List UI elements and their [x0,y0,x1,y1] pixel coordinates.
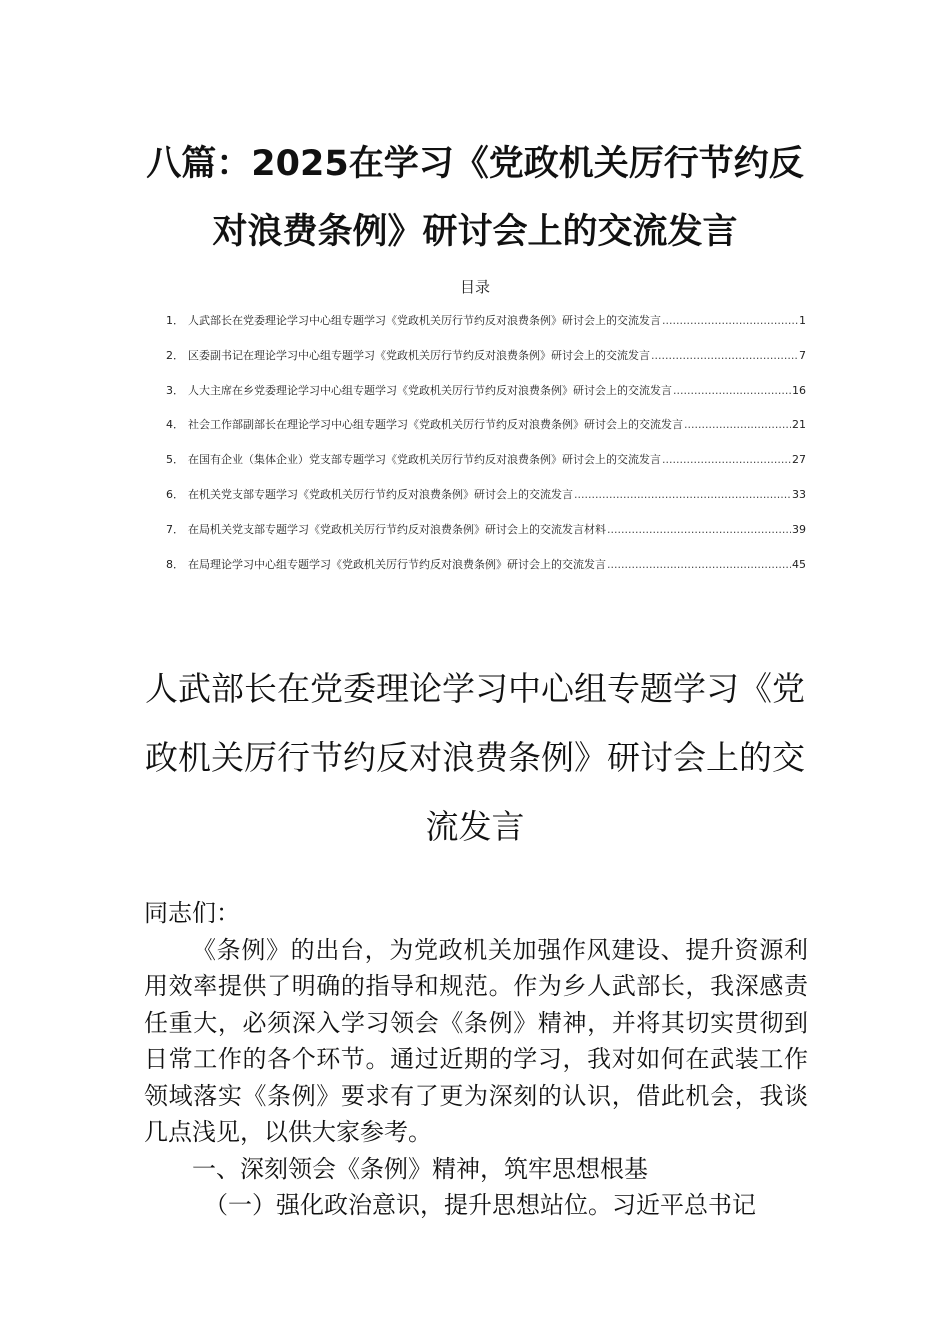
table-of-contents [166,312,806,590]
toc-item-number: 5． [166,453,184,467]
toc-item[interactable] [166,451,806,486]
document-title: 八篇：2025在学习《党政机关厉行节约反对浪费条例》研讨会上的交流发言 [146,144,804,252]
toc-item-text: 在局机关党支部专题学习《党政机关厉行节约反对浪费条例》研讨会上的交流发言材料 [188,522,606,536]
toc-item-text: 在机关党支部专题学习《党政机关厉行节约反对浪费条例》研讨会上的交流发言 [188,487,573,501]
toc-item[interactable] [166,312,806,347]
toc-leader-dots [651,349,798,362]
toc-item-number: 2． [166,348,184,362]
section-body [144,895,808,1224]
body-paragraph: 《条例》的出台，为党政机关加强作风建设、提升资源利用效率提供了明确的指导和规范。作为乡人武部长，我深感责任重大，必须深入学习领会《条例》精神，并将其切实贯彻到日常工作的各个环节。通过近期的学习，我对如何在武装工作领域落实《条例》要求有了更为深刻的认识，借此机会，我谈几点浅见，以供大家参考。 [144,935,808,1146]
salutation: 同志们： [144,899,240,927]
toc-item-text: 人大主席在乡党委理论学习中心组专题学习《党政机关厉行节约反对浪费条例》研讨会上的交流发言 [188,383,672,397]
toc-item-page: 27 [792,453,806,467]
toc-item-page: 33 [792,487,806,501]
toc-item-page: 1 [799,314,806,327]
toc-item[interactable] [166,382,806,417]
toc-item[interactable] [166,486,806,521]
toc-item-number: 8． [166,557,184,571]
toc-leader-dots [607,523,791,536]
section-heading: 一、深刻领会《条例》精神，筑牢思想根基 [192,1154,648,1183]
toc-item[interactable] [166,416,806,451]
toc-leader-dots [607,558,791,571]
toc-item-page: 16 [792,383,806,397]
subsection-heading: （一）强化政治意识，提升思想站位。习近平总书记 [204,1191,756,1219]
toc-leader-dots [574,488,791,501]
toc-leader-dots [662,453,791,466]
toc-leader-dots [684,418,791,431]
toc-item-page: 39 [792,522,806,536]
toc-heading: 目录 [459,278,490,296]
toc-leader-dots [662,314,798,327]
toc-leader-dots [673,384,791,397]
toc-item-page: 45 [792,557,806,571]
toc-item-number: 6． [166,487,184,501]
toc-item-text: 在国有企业（集体企业）党支部专题学习《党政机关厉行节约反对浪费条例》研讨会上的交流发言 [188,453,661,467]
toc-item[interactable] [166,556,806,591]
toc-item-number: 4． [166,418,184,432]
toc-item-text: 社会工作部副部长在理论学习中心组专题学习《党政机关厉行节约反对浪费条例》研讨会上的交流发言 [188,418,683,432]
toc-item-text: 人武部长在党委理论学习中心组专题学习《党政机关厉行节约反对浪费条例》研讨会上的交流发言 [188,314,661,327]
toc-item-number: 7． [166,522,184,536]
toc-item-number: 3． [166,383,184,397]
toc-item[interactable] [166,347,806,382]
section-title: 人武部长在党委理论学习中心组专题学习《党政机关厉行节约反对浪费条例》研讨会上的交流发言 [145,669,805,846]
toc-item-number: 1． [166,314,184,327]
toc-item-text: 区委副书记在理论学习中心组专题学习《党政机关厉行节约反对浪费条例》研讨会上的交流发言 [188,348,650,362]
toc-item[interactable] [166,521,806,556]
toc-item-page: 21 [792,418,806,432]
toc-item-page: 7 [799,348,806,362]
toc-item-text: 在局理论学习中心组专题学习《党政机关厉行节约反对浪费条例》研讨会上的交流发言 [188,557,606,571]
